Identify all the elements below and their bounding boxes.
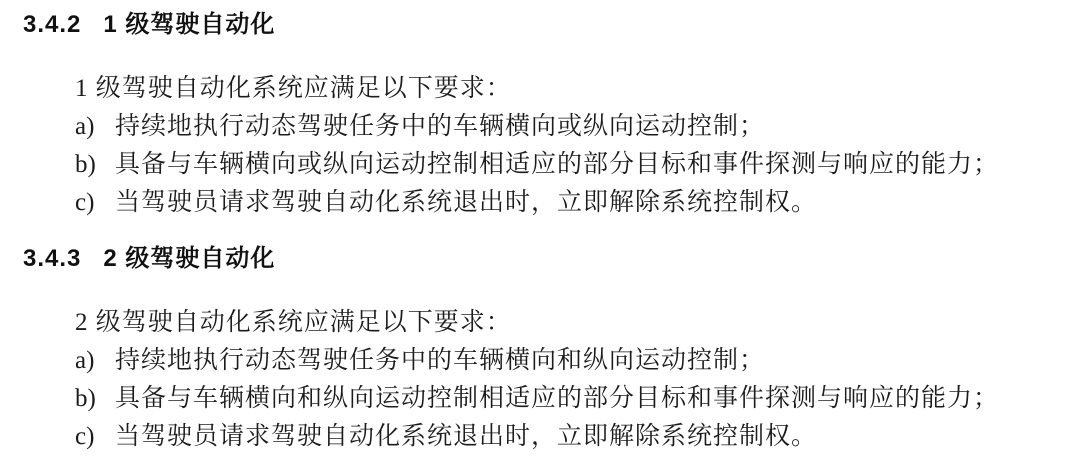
list-item-text: 具备与车辆横向或纵向运动控制相适应的部分目标和事件探测与响应的能力；	[115, 151, 1000, 178]
list-item-label: b)	[75, 385, 96, 412]
section-title: 2 级驾驶自动化	[103, 245, 276, 272]
requirement-list	[0, 108, 1080, 222]
section-heading	[0, 10, 1080, 40]
list-item	[0, 184, 1080, 222]
section-heading	[0, 244, 1080, 274]
list-item	[0, 342, 1080, 380]
section-intro: 2 级驾驶自动化系统应满足以下要求：	[75, 309, 512, 336]
list-item-label: c)	[75, 423, 95, 450]
list-item	[0, 418, 1080, 456]
section-number: 3.4.2	[23, 11, 82, 38]
list-item-text: 具备与车辆横向和纵向运动控制相适应的部分目标和事件探测与响应的能力；	[115, 385, 1000, 412]
section-intro: 1 级驾驶自动化系统应满足以下要求：	[75, 75, 512, 102]
list-item	[0, 146, 1080, 184]
list-item-label: c)	[75, 189, 95, 216]
list-item-text: 当驾驶员请求驾驶自动化系统退出时，立即解除系统控制权。	[115, 189, 818, 216]
list-item-label: a)	[75, 113, 95, 140]
section-number: 3.4.3	[23, 245, 82, 272]
section-title: 1 级驾驶自动化	[103, 11, 276, 38]
list-item-text: 持续地执行动态驾驶任务中的车辆横向或纵向运动控制；	[115, 113, 766, 140]
list-item-text: 当驾驶员请求驾驶自动化系统退出时，立即解除系统控制权。	[115, 423, 818, 450]
list-item	[0, 380, 1080, 418]
list-item	[0, 108, 1080, 146]
list-item-label: a)	[75, 347, 95, 374]
section-3-4-2	[0, 10, 1080, 222]
requirement-list	[0, 342, 1080, 456]
list-item-text: 持续地执行动态驾驶任务中的车辆横向和纵向运动控制；	[115, 347, 766, 374]
section-3-4-3	[0, 244, 1080, 456]
list-item-label: b)	[75, 151, 96, 178]
